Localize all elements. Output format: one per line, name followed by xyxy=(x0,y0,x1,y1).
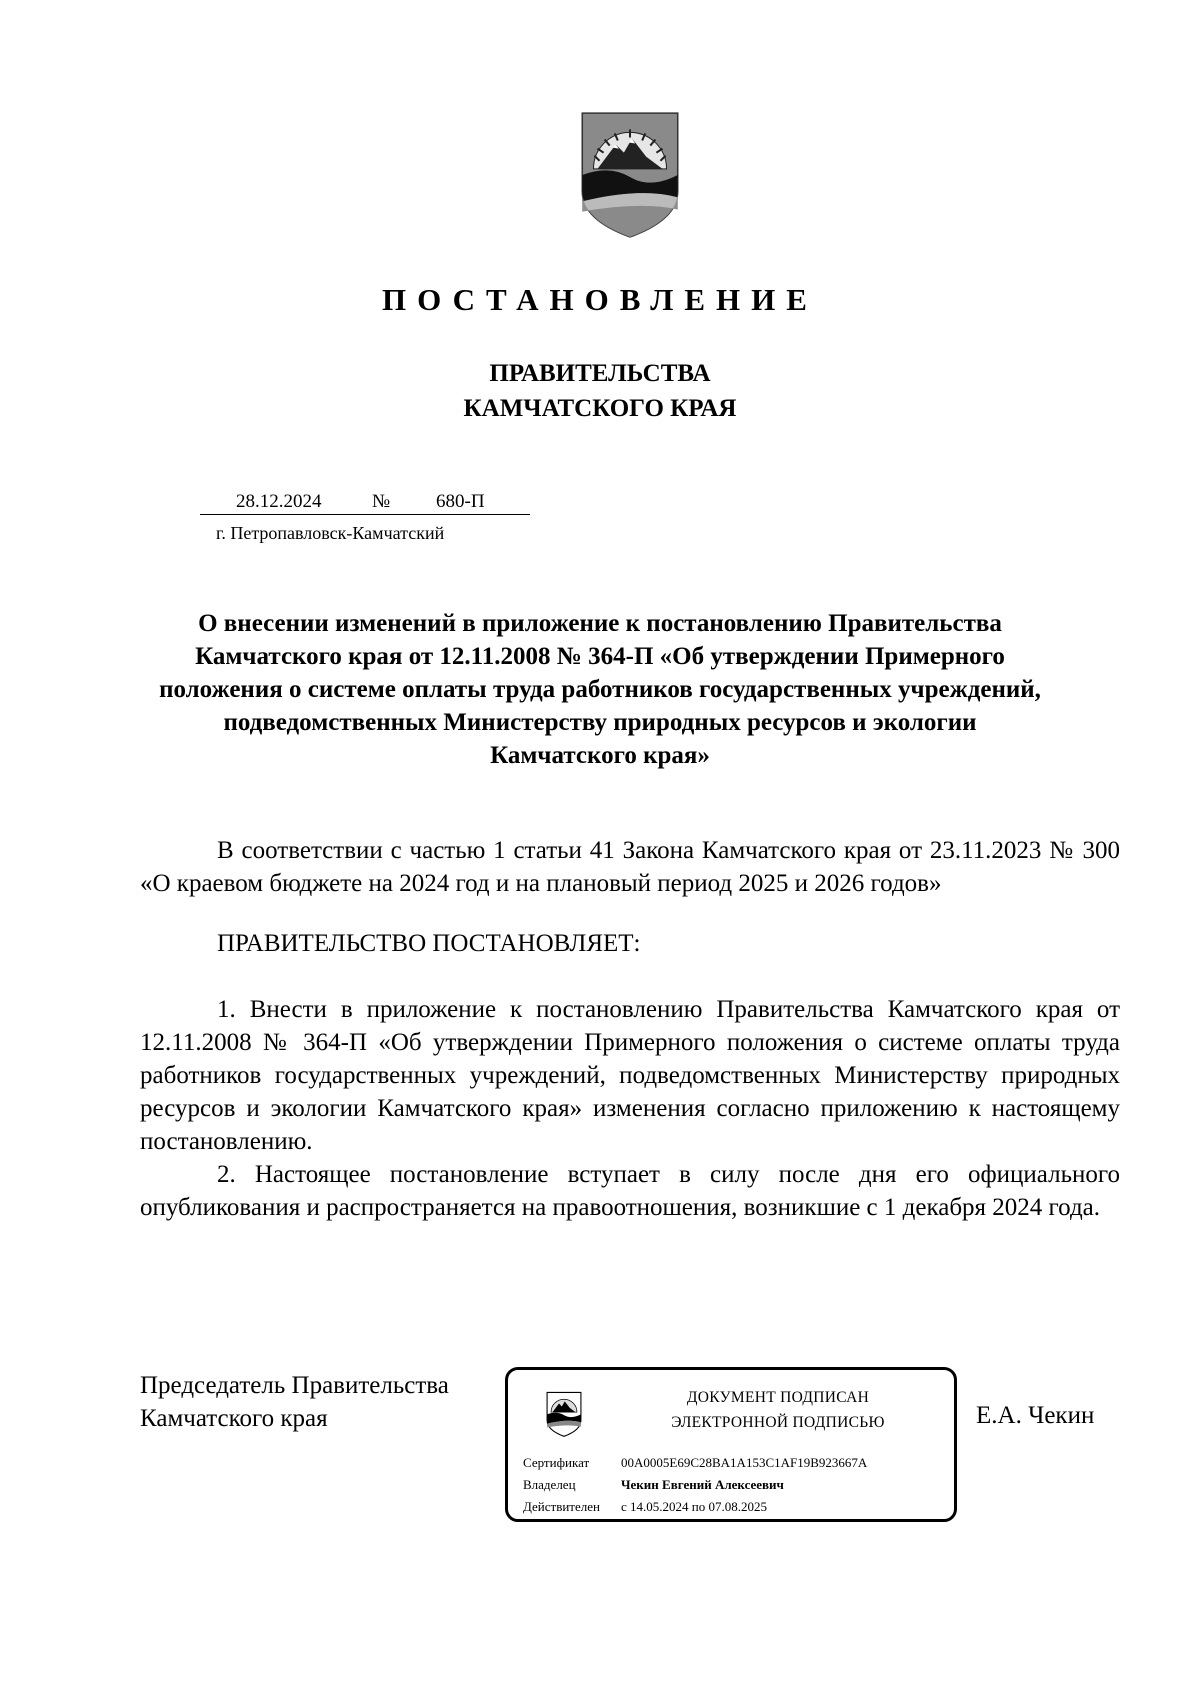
document-date: 28.12.2024 xyxy=(236,491,322,512)
stamp-heading-line-2: ЭЛЕКТРОННОЙ ПОДПИСЬЮ xyxy=(671,1414,885,1431)
document-type-title: ПОСТАНОВЛЕНИЕ xyxy=(382,282,818,317)
document-number: 680-П xyxy=(436,491,485,512)
issuing-authority xyxy=(0,356,1200,426)
owner-row xyxy=(523,1477,784,1493)
decree-items xyxy=(140,993,1120,1224)
owner-value: Чекин Евгений Алексеевич xyxy=(621,1477,784,1492)
registration-underline xyxy=(200,514,530,515)
signer-name: Е.А. Чекин xyxy=(976,1402,1095,1429)
signer-title-line-2: Камчатского края xyxy=(140,1405,328,1432)
signer-title-line-1: Председатель Правительства xyxy=(140,1372,449,1399)
decree-text: ПРАВИТЕЛЬСТВО ПОСТАНОВЛЯЕТ: xyxy=(217,930,641,957)
signer-title xyxy=(140,1369,449,1435)
owner-label: Владелец xyxy=(523,1477,576,1492)
certificate-label: Сертификат xyxy=(523,1455,590,1470)
document-subject: О внесении изменений в приложение к постановлению Правительства Камчатского края от 12.11.2008 № 364-П «Об утверждении Примерного положения о системе оплаты труда работников государственных учреждений, подведомственных Министерству природных ресурсов и экологии Камчатского края» xyxy=(159,610,1041,769)
registration-line xyxy=(200,491,540,515)
validity-value: с 14.05.2024 по 07.08.2025 xyxy=(621,1499,767,1514)
authority-line-1: ПРАВИТЕЛЬСТВА xyxy=(489,360,711,387)
stamp-heading xyxy=(658,1385,898,1435)
number-sign: № xyxy=(372,491,391,512)
electronic-signature-stamp xyxy=(505,1367,957,1522)
validity-label: Действителен xyxy=(523,1499,600,1514)
stamp-heading-line-1: ДОКУМЕНТ ПОДПИСАН xyxy=(686,1389,870,1406)
kamchatka-coat-of-arms-icon xyxy=(578,108,682,240)
decree-paragraph xyxy=(140,927,1120,960)
legal-basis-text: В соответствии с частью 1 статьи 41 Закона Камчатского края от 23.11.2023 № 300 «О краевом бюджете на 2024 год и на плановый период 2025 и 2026 годов» xyxy=(140,837,1120,897)
certificate-row xyxy=(523,1455,867,1471)
validity-row xyxy=(523,1499,767,1515)
certificate-value: 00A0005E69C28BA1A153C1AF19B923667A xyxy=(621,1455,868,1470)
decree-item: 1. Внести в приложение к постановлению Правительства Камчатского края от 12.11.2008 № 364-П «Об утверждении Примерного положения о системе оплаты труда работников государственных учреждений, подведомственных Министерству природных ресурсов и экологии Камчатского края» изменения согласно приложению к настоящему постановлению. xyxy=(140,996,1120,1155)
authority-line-2: КАМЧАТСКОГО КРАЯ xyxy=(463,395,737,422)
kamchatka-coat-of-arms-icon xyxy=(546,1390,582,1438)
legal-basis-paragraph xyxy=(140,834,1120,900)
decree-item: 2. Настоящее постановление вступает в силу после дня его официального опубликования и распространяется на правоотношения, возникшие с 1 декабря 2024 года. xyxy=(140,1161,1120,1221)
issue-city: г. Петропавловск-Камчатский xyxy=(216,523,445,543)
